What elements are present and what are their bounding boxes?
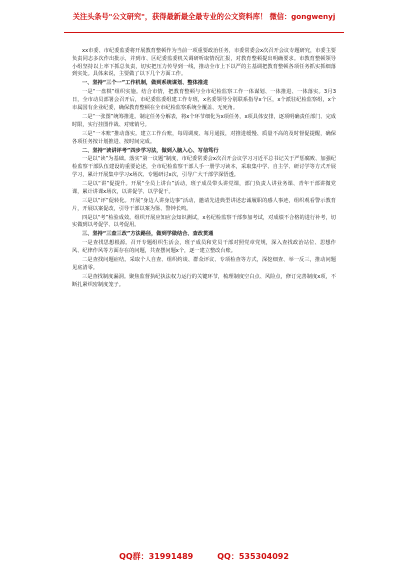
section-heading: 三、坚持“三查三改”方法路径，做到学做结合、查改贯通 (82, 231, 214, 238)
qq-group: QQ群：31991489 (119, 552, 194, 561)
paragraph: 二是查找问题症结。采取个人自查、组织约谈、群众评议、专项检查等方式，深挖细查、举一反三，推动问题见底清零。 (72, 257, 336, 271)
paragraph: 一是以“读”为基础。落实“第一议题”制度，市纪委常委会x次召开会议学习习近平总书记关于严惩腐败、加强纪检监察干部队伍建设的重要论述，全市纪检监察干部人手一册学习读本，采取集中学、自主学、研讨学等方式开展学习，累计开展集中学习x场次、专题研讨x次，引导广大干部学深悟透。 (72, 156, 336, 179)
paragraph: 一是“一盘棋”组织实施。结合市情，把教育整顿与全市纪检监察工作一体谋划、一体推进、一体落实。3月3日，全市动员部署会召开后，市纪委监委组建工作专班，x名委领导分别联系指导x个区，x个派驻纪检监察组，x个市属国有企业纪委，确保教育整顿在全市纪检监察系统全覆盖、无死角。 (72, 89, 336, 111)
footer-contacts (0, 551, 408, 562)
paragraph: 四是以“考”检验成效。组织开展应知应会知识测试，x名纪检监察干部参加考试，对成绩不合格的进行补考，切实做到以考促学、以考促用。 (72, 214, 336, 229)
section-heading: 一、坚持“三个一”工作机制，做到系统谋划、整体推进 (82, 80, 209, 87)
paragraph: 一是查找思想根源。召开专题组织生活会，班子成员和党员干部对照党章党规，深入查找政治站位、思想作风、纪律作风等方面存在的问题，共查摆问题x个，逐一建立整改台账。 (72, 240, 336, 255)
paragraph: 三是查找制度漏洞。聚焦监督执纪执法权力运行的关键环节，梳理制度空白点、风险点，修订完善制度x项，不断扎紧织密制度笼子。 (72, 273, 336, 288)
section-heading: 二、坚持“读讲评考”四步学习法，做到入脑入心、写信笃行 (82, 147, 219, 154)
paragraph: 三是“一本账”推动落实。建立工作台账，每周调度、每月通报，对推进缓慢、质量不高的及时督促提醒，确保各项任务按计划推进、按时间完成。 (72, 130, 336, 145)
paragraph: 二是“一张图”统筹推进。制定任务分解表，将x个环节细化为x项任务，x项具体安排，逐项明确责任部门、完成时限，实行挂图作战、对账销号。 (72, 113, 336, 128)
qq-contact: QQ：535304092 (217, 552, 289, 561)
paragraph: 三是以“评”促转化。开展“身边人讲身边事”活动，邀请先进典型讲述忠诚履职的感人事迹，组织观看警示教育片，开展以案促改，引导干部以案为鉴、警钟长鸣。 (72, 197, 336, 212)
paragraph: xx市委、市纪委监委将开展教育整顿作为当前一项重要政治任务，市委常委会x次召开会议专题研究，市委主要负责同志多次作出批示，并到市、区纪委监委机关调研听取情况汇报，对教育整顿提出明确要求。市教育整顿领导小组坚持以上率下抓总负责，切实把压力传导到一线，推动全市上下以严的主基调把教育整顿各项任务抓实抓细落到实处。具体来说，主要做了以下几个方面工作。 (72, 48, 336, 78)
header-banner: 关注头条号"公文研究"，获得最新最全最专业的公文资料库！ 微信：gongwenyj (72, 12, 336, 21)
paragraph: 二是以“讲”促提升。开展“全员上讲台”活动，班子成员带头讲党课，部门负责人讲业务课、青年干部讲微党课，累计讲课x场次，以讲促学、以学促干。 (72, 181, 336, 195)
header-rule (64, 32, 344, 33)
document-body (72, 48, 336, 540)
